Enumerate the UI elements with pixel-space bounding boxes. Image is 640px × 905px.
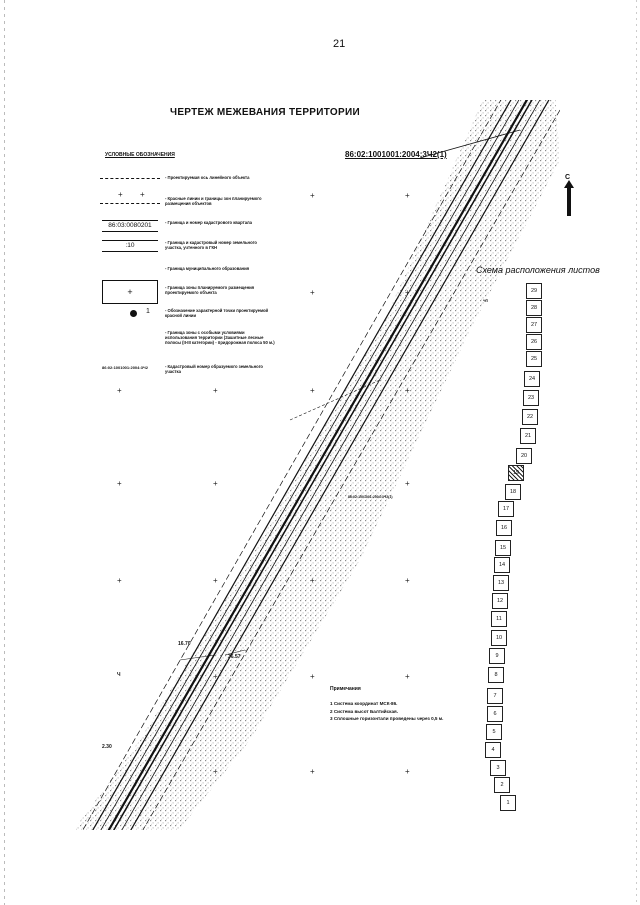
red-line <box>80 98 502 835</box>
drawing-title: ЧЕРТЕЖ МЕЖЕВАНИЯ ТЕРРИТОРИИ <box>170 107 360 118</box>
sheet-cell-6: 6 <box>487 706 503 722</box>
point-label-c: 2.30 <box>102 744 112 750</box>
legend-text: - Красные линии и границы зон планируемого размещения объектов <box>165 196 262 206</box>
corridor-border-line <box>98 98 520 835</box>
grid-cross: + <box>213 479 218 488</box>
plus-marker: + <box>118 190 123 199</box>
grid-cross: + <box>310 191 315 200</box>
notes-title: Примечания <box>330 686 361 692</box>
note-item: 2 Система высот Балтийская. <box>330 708 398 714</box>
grid-cross: + <box>213 386 218 395</box>
legend-text: - Граница и номер кадастрового квартала <box>165 220 253 225</box>
grid-cross: + <box>405 479 410 488</box>
sheet-cell-15: 15 <box>495 540 511 556</box>
legend-text: - Обозначение характерной точки проектируемой красной линии <box>165 308 269 318</box>
corridor-border-line <box>90 98 512 835</box>
sheet-cell-27: 27 <box>526 317 542 333</box>
sheet-reference: 86:02:1001001:2004:3Ч2(1) <box>348 495 393 499</box>
sheet-cell-12: 12 <box>492 593 508 609</box>
north-letter: С <box>565 174 571 181</box>
grid-cross: + <box>117 386 122 395</box>
sheet-cell-10: 10 <box>491 630 507 646</box>
legend-text: - Граница зоны планируемого размещения проектируемого объекта <box>165 285 255 295</box>
grid-cross: + <box>405 576 410 585</box>
point-label-a: 16.70 <box>178 641 191 647</box>
corridor-border-line <box>119 98 541 835</box>
legend-text: - Граница и кадастровый номер земельного участка, учтенного в ГКН <box>165 240 257 250</box>
grid-cross: + <box>405 672 410 681</box>
grid-cross: + <box>405 191 410 200</box>
sheet-cell-7: 7 <box>487 688 503 704</box>
legend-text: - Кадастровый номер образуемого земельного участка <box>165 364 263 374</box>
sheet-cell-28: 28 <box>526 300 542 316</box>
fragment-label: Ч <box>117 672 121 678</box>
point-label-b: 36.57 <box>228 654 241 660</box>
grid-cross: + <box>310 386 315 395</box>
sheet-cell-17: 17 <box>498 501 514 517</box>
sheet-cell-25: 25 <box>526 351 542 367</box>
sheet-cell-20: 20 <box>516 448 532 464</box>
sheet-cell-4: 4 <box>485 742 501 758</box>
sheet-cell-23: 23 <box>523 390 539 406</box>
legend-text: - Проектируемая ось линейного объекта <box>165 175 250 180</box>
sheet-cell-5: 5 <box>486 724 502 740</box>
sheet-cell-18: 18 <box>505 484 521 500</box>
sheet-cell-9: 9 <box>489 648 505 664</box>
sheet-cell-8: 8 <box>488 667 504 683</box>
page-number: 21 <box>333 38 346 50</box>
note-item: 1 Система координат МСК-86. <box>330 701 398 706</box>
sheet-cell-16: 16 <box>496 520 512 536</box>
sheet-cell-2: 2 <box>494 777 510 793</box>
grid-cross: + <box>310 767 315 776</box>
sheet-cell-13: 13 <box>493 575 509 591</box>
cadastral-number-label: 86:02:1001001:2004:3Ч2(1) <box>345 150 447 159</box>
note-item: 3 Сплошные горизонтали проведены через 0,5 м. <box>330 716 444 722</box>
grid-cross: + <box>117 576 122 585</box>
grid-cross: + <box>310 288 315 297</box>
grid-cross: + <box>310 672 315 681</box>
road-axis-line <box>111 98 533 835</box>
grid-cross: + <box>213 576 218 585</box>
legend-symbol-text: 86:03:0080201 <box>102 220 158 232</box>
road-axis-line <box>106 98 528 835</box>
scheme-title: Схема расположения листов <box>476 265 600 275</box>
sheet-cell-29: 29 <box>526 283 542 299</box>
legend-text: - Граница муниципального образования <box>165 266 250 271</box>
legend-symbol-text: + <box>102 280 158 304</box>
sheet-cell-26: 26 <box>526 334 542 350</box>
legend-symbol-text: 1 <box>146 308 150 315</box>
grid-cross: + <box>405 767 410 776</box>
sheet-cell-24: 24 <box>524 371 540 387</box>
sheet-cell-14: 14 <box>494 557 510 573</box>
sheet-cell-11: 11 <box>491 611 507 627</box>
legend-symbol-text: 86:02:1001001:2004:3Ч2 <box>102 365 148 370</box>
sheet-cell-21: 21 <box>520 428 536 444</box>
sheet-cell-22: 22 <box>522 409 538 425</box>
sheet-cell-1: 1 <box>500 795 516 811</box>
sheet-cell-3: 3 <box>490 760 506 776</box>
notes-block <box>330 686 480 723</box>
plus-marker: + <box>140 190 145 199</box>
legend-symbol-text: :10 <box>102 240 158 252</box>
sheet-cell-19: 19 <box>508 465 524 481</box>
legend-title: УСЛОВНЫЕ ОБОЗНАЧЕНИЯ <box>105 152 175 158</box>
grid-cross: + <box>117 479 122 488</box>
legend-text: - Граница зоны с особыми условиями использования территории (Зашитные лесные полосы (II-III категории) - придорожная полоса 50 м.) <box>165 330 275 345</box>
scheme-fragment-label: ЧП <box>483 299 488 303</box>
